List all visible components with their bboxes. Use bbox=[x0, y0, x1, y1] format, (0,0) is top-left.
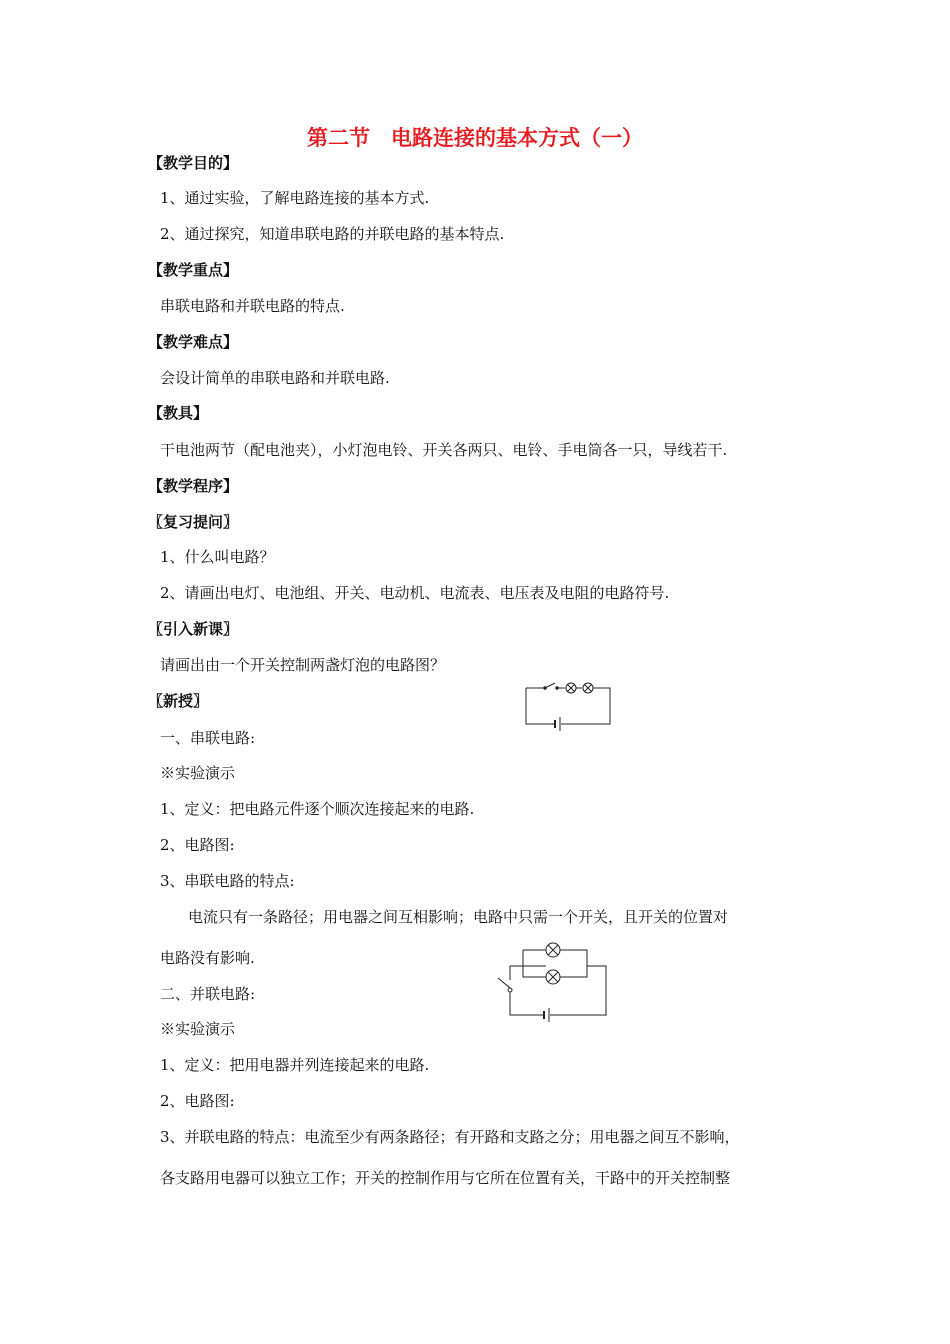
new-lesson-heading: 〖新授〗 bbox=[148, 692, 209, 710]
parallel-demo: ※实验演示 bbox=[160, 1020, 236, 1038]
lamp-icon bbox=[566, 683, 576, 693]
series-definition: 1、定义：把电路元件逐个顺次连接起来的电路. bbox=[160, 800, 475, 818]
objective-item-1: 1、通过实验，了解电路连接的基本方式. bbox=[160, 189, 430, 207]
wire bbox=[523, 966, 546, 977]
parallel-definition: 1、定义：把用电器并列连接起来的电路. bbox=[160, 1056, 430, 1074]
tools-text: 干电池两节（配电池夹），小灯泡电铃、开关各两只、电铃、手电筒各一只，导线若干. bbox=[160, 441, 728, 459]
difficulty-text: 会设计简单的串联电路和并联电路. bbox=[160, 369, 390, 387]
intro-heading: 〖引入新课〗 bbox=[148, 620, 239, 638]
objective-item-2: 2、通过探究，知道串联电路的并联电路的基本特点. bbox=[160, 225, 505, 243]
lamp-icon bbox=[583, 683, 593, 693]
switch-contact bbox=[508, 988, 512, 992]
page-title: 第二节 电路连接的基本方式（一） bbox=[307, 126, 643, 150]
parallel-features-line-1: 3、并联电路的特点：电流至少有两条路径；有开路和支路之分；用电器之间互不影响， bbox=[160, 1128, 740, 1146]
series-features-line-2: 电路没有影响. bbox=[160, 949, 255, 967]
key-points-text: 串联电路和并联电路的特点. bbox=[160, 297, 345, 315]
lamp-icon bbox=[546, 943, 560, 957]
battery-icon bbox=[555, 717, 560, 731]
parallel-title: 二、并联电路: bbox=[160, 985, 256, 1003]
wire bbox=[526, 688, 554, 724]
review-question-1: 1、什么叫电路？ bbox=[160, 548, 275, 566]
wire bbox=[510, 992, 543, 1015]
series-title: 一、串联电路: bbox=[160, 729, 256, 747]
series-demo: ※实验演示 bbox=[160, 764, 236, 782]
lamp-icon bbox=[546, 970, 560, 984]
switch-lever bbox=[545, 683, 555, 688]
objectives-heading: 【教学目的】 bbox=[148, 154, 239, 172]
intro-text: 请画出由一个开关控制两盏灯泡的电路图？ bbox=[160, 656, 446, 674]
series-circuit-diagram bbox=[520, 680, 616, 736]
review-heading: 〖复习提问〗 bbox=[148, 513, 239, 531]
series-diagram-label: 2、电路图: bbox=[160, 836, 235, 854]
wire bbox=[560, 950, 587, 966]
battery-icon bbox=[544, 1008, 549, 1022]
switch-lever bbox=[498, 978, 510, 988]
series-features-label: 3、串联电路的特点: bbox=[160, 872, 295, 890]
tools-heading: 【教具】 bbox=[148, 404, 209, 422]
parallel-features-line-2: 各支路用电器可以独立工作；开关的控制作用与它所在位置有关，干路中的开关控制整 bbox=[160, 1169, 731, 1187]
review-question-2: 2、请画出电灯、电池组、开关、电动机、电流表、电压表及电阻的电路符号. bbox=[160, 584, 670, 602]
procedure-heading: 【教学程序】 bbox=[148, 477, 239, 495]
key-points-heading: 【教学重点】 bbox=[148, 261, 239, 279]
parallel-circuit-diagram bbox=[490, 940, 610, 1032]
difficulty-heading: 【教学难点】 bbox=[148, 333, 239, 351]
parallel-diagram-label: 2、电路图: bbox=[160, 1092, 235, 1110]
series-features-line-1: 电流只有一条路径；用电器之间互相影响；电路中只需一个开关，且开关的位置对 bbox=[188, 908, 729, 926]
wire bbox=[561, 688, 610, 724]
